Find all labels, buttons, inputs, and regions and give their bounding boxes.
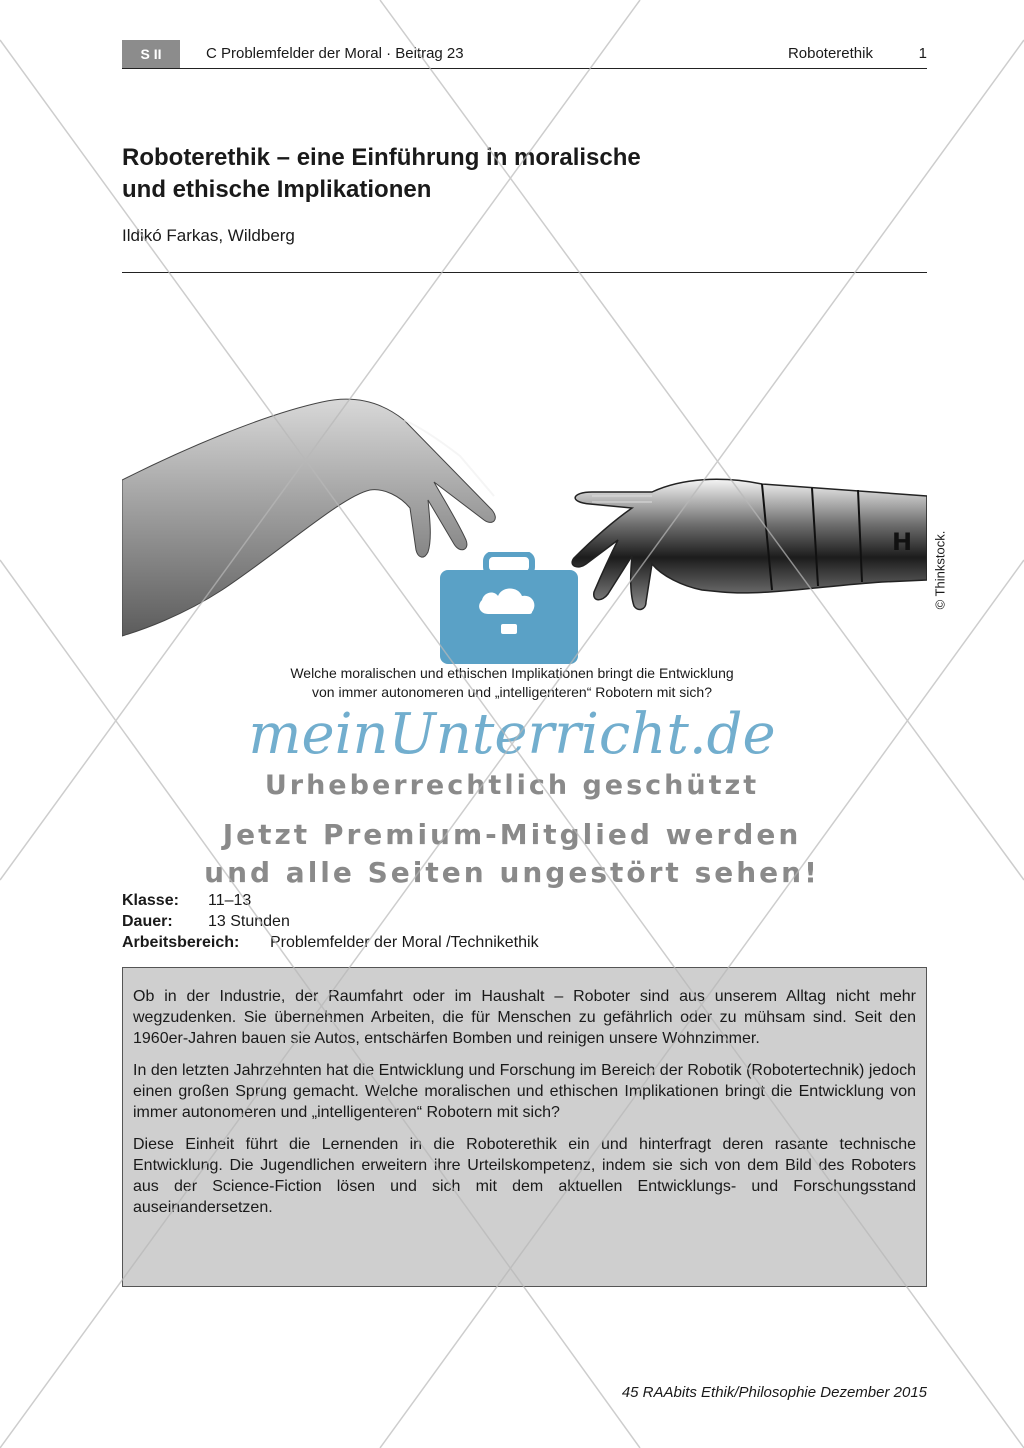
watermark-premium-line-1: Jetzt Premium-Mitglied werden (222, 818, 802, 851)
watermark-copyright: Urheberrechtlich geschützt (264, 770, 760, 801)
page-number: 1 (918, 45, 927, 62)
author-row (122, 224, 927, 273)
image-caption (200, 664, 824, 702)
meta-klasse-value: 11–13 (208, 892, 252, 909)
watermark-brand: meinUnterricht.de (248, 702, 776, 767)
page-title (122, 142, 922, 206)
meta-klasse (122, 890, 539, 911)
meta-bereich-value: Problemfelder der Moral /Technikethik (270, 934, 539, 951)
caption-line-2: von immer autonomeren und „intelligenteren“ Robotern mit sich? (312, 684, 712, 700)
meta-dauer-label: Dauer: (122, 913, 173, 930)
meta-bereich (122, 932, 539, 953)
meta-dauer (122, 911, 539, 932)
page-header (122, 40, 927, 69)
briefcase-cloud-icon (440, 552, 578, 664)
abstract-paragraph-2: In den letzten Jahrzehnten hat die Entwicklung und Forschung im Bereich der Robotik (Robotertechnik) jedoch einen großen Sprung gemacht. Welche moralischen und ethischen Implikationen bringt die Entwicklung von immer autonomeren und „intelligenteren“ Robotern mit sich? (133, 1062, 916, 1121)
abstract-paragraph-1: Ob in der Industrie, der Raumfahrt oder im Haushalt – Roboter sind aus unserem Alltag nicht mehr wegzudenken. Sie übernehmen Arbeiten, die für Menschen zu gefährlich oder zu mühsam sind. Seit den 1960er-Jahren bauen sie Autos, entschärfen Bomben und reinigen unsere Wohnzimmer. (133, 988, 916, 1047)
section-label: C Problemfelder der Moral · Beitrag 23 (206, 45, 464, 62)
caption-line-1: Welche moralischen und ethischen Implikationen bringt die Entwicklung (290, 665, 734, 681)
level-badge: S II (122, 40, 180, 68)
svg-text:H: H (892, 528, 913, 556)
course-meta (122, 890, 539, 953)
title-line-1: Roboterethik – eine Einführung in moralische (122, 144, 641, 171)
watermark-premium-line-2: und alle Seiten ungestört sehen! (204, 856, 820, 889)
page-footer: 45 RAAbits Ethik/Philosophie Dezember 2015 (621, 1384, 927, 1401)
author: Ildikó Farkas, Wildberg (122, 226, 295, 245)
abstract-paragraph-3: Diese Einheit führt die Lernenden in die Roboterethik ein und hinterfragt deren rasante technische Entwicklung. Die Jugendlichen erweitern ihre Urteilskompetenz, indem sie sich von dem Bild des Roboters aus der Science-Fiction lösen und sich mit dem aktuellen Entwicklungs- und Forschungsstand auseinandersetzen. (133, 1136, 916, 1216)
topic-label: Roboterethik (787, 45, 873, 62)
title-line-2: und ethische Implikationen (122, 176, 432, 203)
image-credit: © Thinkstock. (932, 530, 948, 610)
meta-dauer-value: 13 Stunden (208, 913, 290, 930)
abstract-box (122, 967, 927, 1287)
meta-klasse-label: Klasse: (122, 892, 179, 909)
meta-bereich-label: Arbeitsbereich: (122, 934, 240, 951)
robot-hand (572, 479, 927, 609)
